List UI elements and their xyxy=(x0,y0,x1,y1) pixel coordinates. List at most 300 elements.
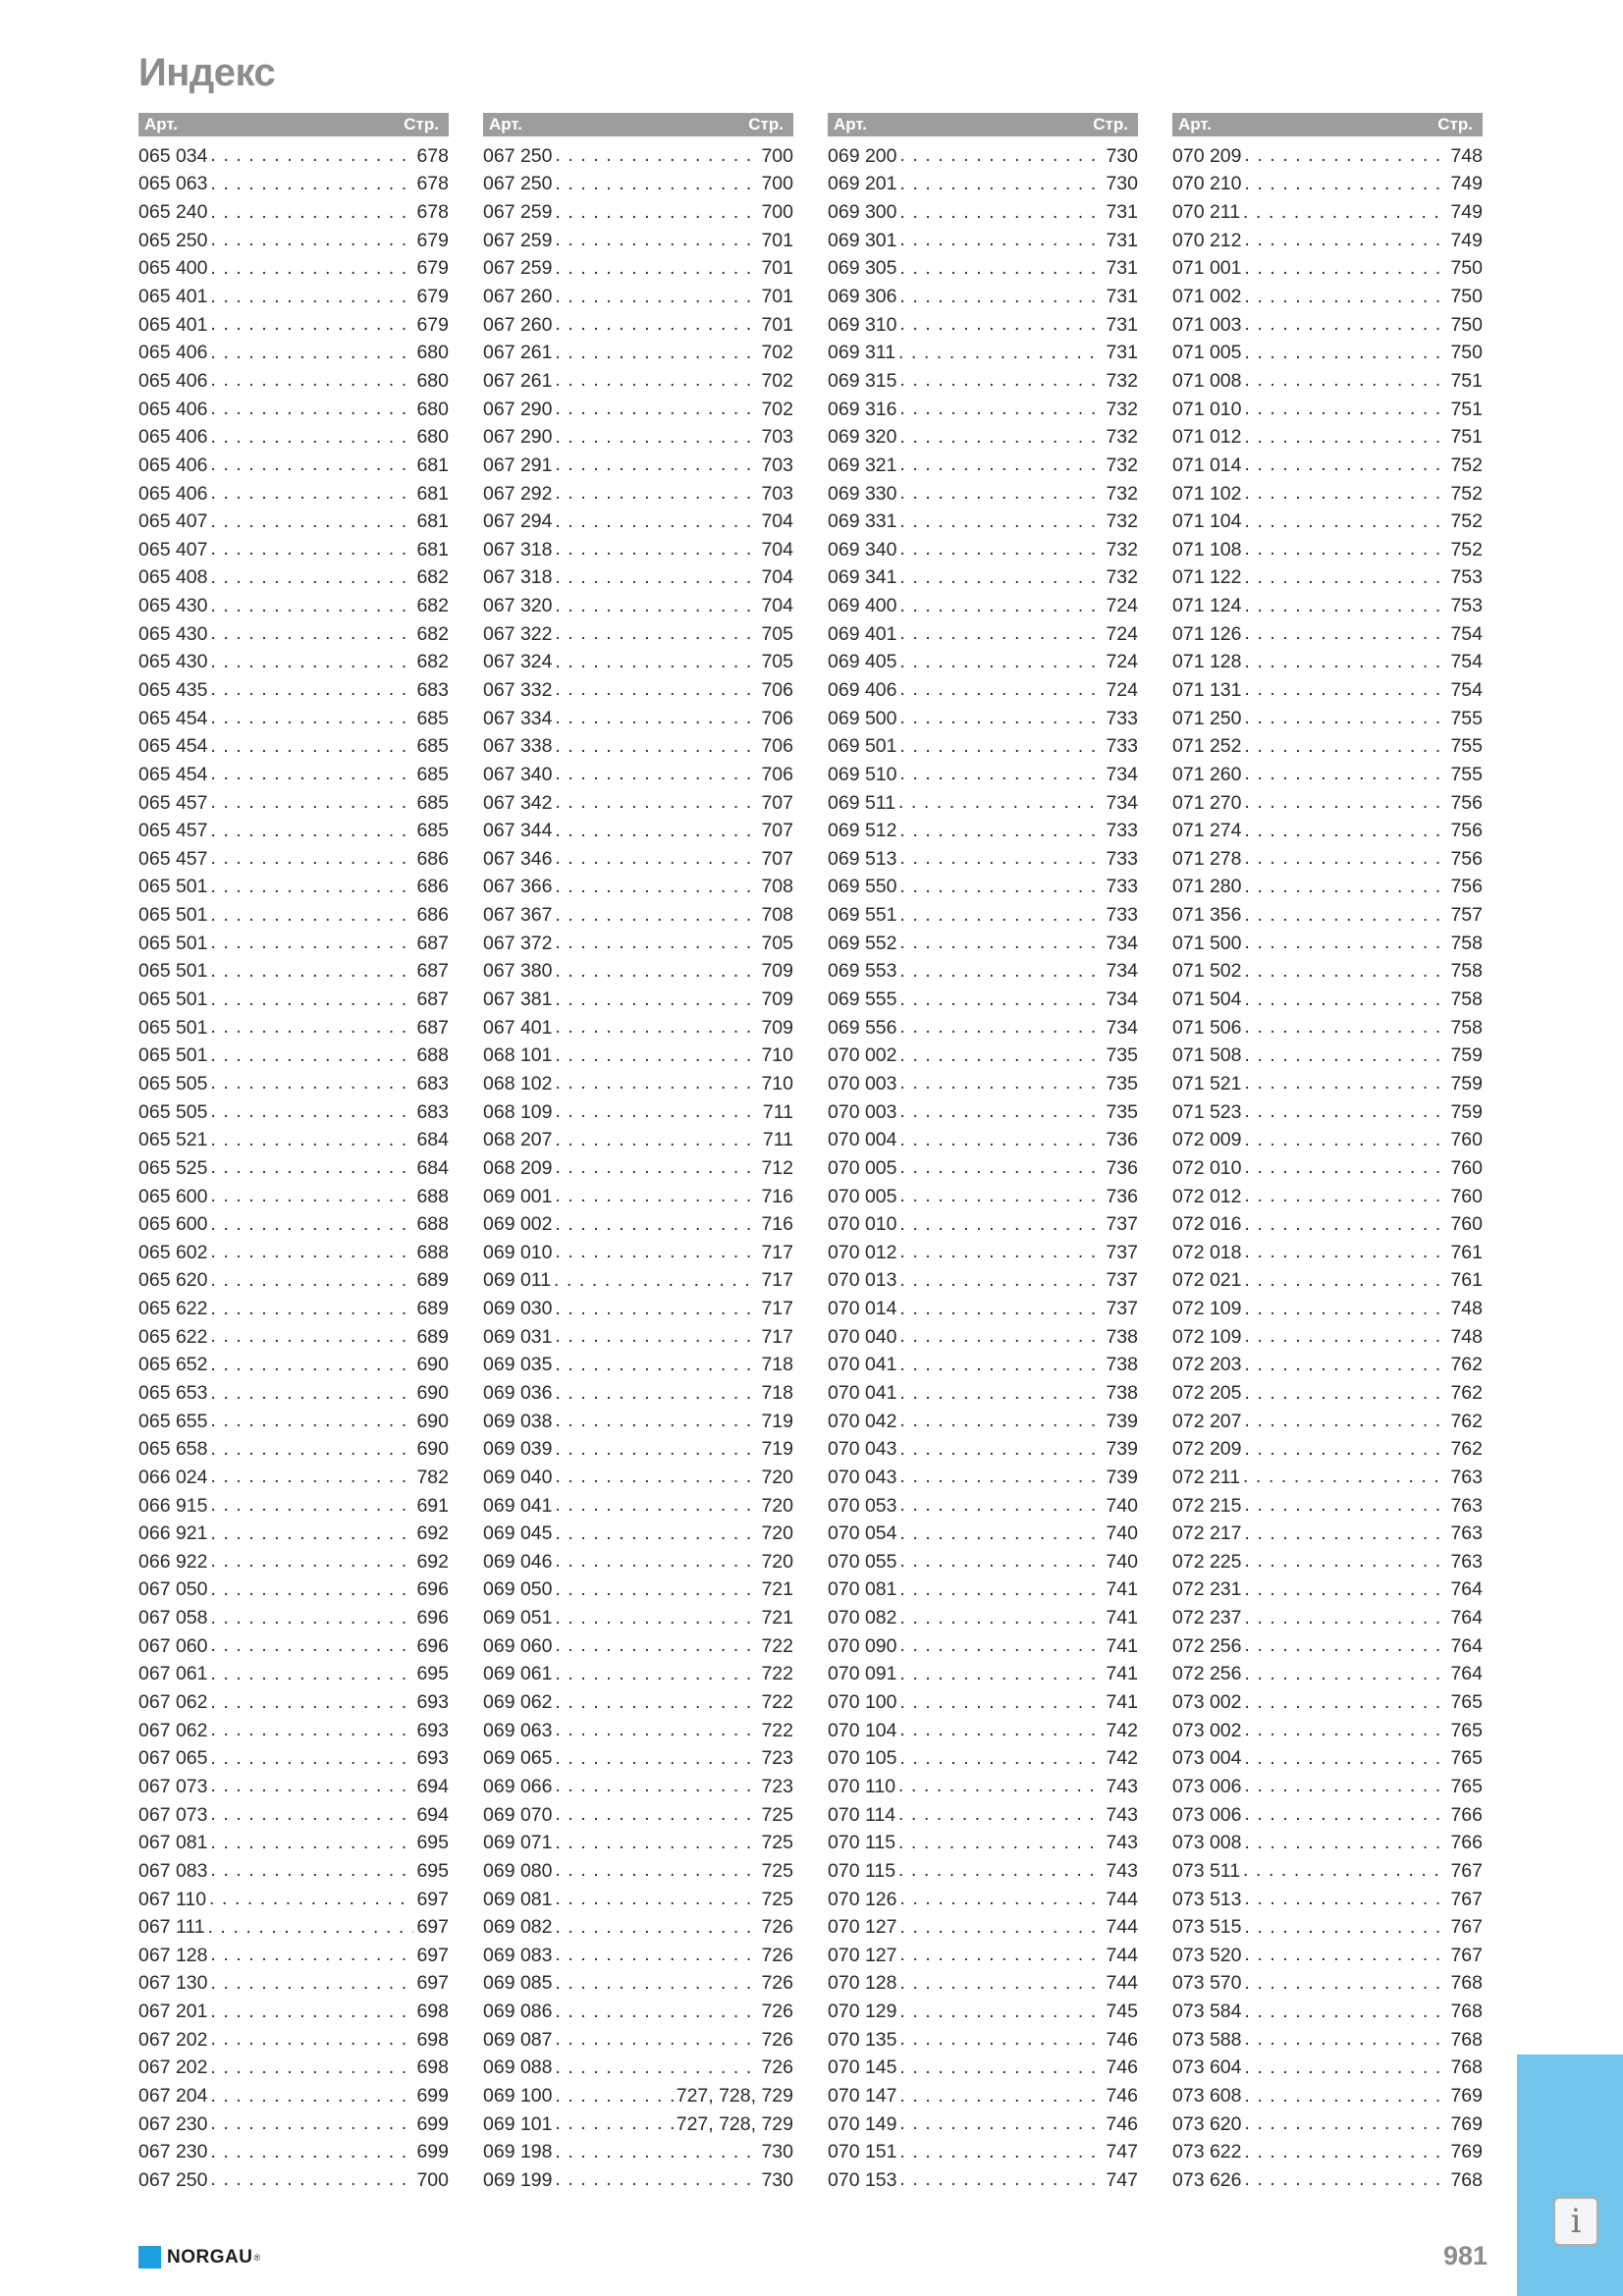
article-number: 067 201 xyxy=(138,2001,208,2023)
dot-leader xyxy=(1245,345,1448,362)
index-entry xyxy=(828,1801,1138,1830)
index-entry xyxy=(138,1267,449,1296)
article-number: 069 405 xyxy=(828,651,897,673)
page-reference: 735 xyxy=(1106,1072,1138,1095)
index-column-3 xyxy=(828,113,1138,2195)
index-entry xyxy=(828,1464,1138,1492)
index-entry xyxy=(1172,1070,1483,1098)
index-entries xyxy=(138,142,449,2195)
dot-leader xyxy=(900,2171,1104,2189)
page-reference: 717 xyxy=(761,1298,793,1320)
dot-leader xyxy=(1245,1328,1448,1346)
dot-leader xyxy=(900,625,1104,643)
page-reference: 756 xyxy=(1450,791,1483,814)
index-entry xyxy=(828,396,1138,424)
index-entry xyxy=(1172,1829,1483,1857)
dot-leader xyxy=(1245,372,1448,390)
index-entry xyxy=(483,1717,793,1745)
dot-leader xyxy=(1245,1637,1448,1655)
page-reference: 701 xyxy=(761,313,793,336)
article-number: 067 344 xyxy=(483,820,553,842)
index-entry xyxy=(483,1492,793,1521)
index-entry xyxy=(483,1210,793,1239)
index-entry xyxy=(138,396,449,424)
dot-leader xyxy=(556,204,759,222)
page-reference: 710 xyxy=(761,1044,793,1067)
page-reference: 758 xyxy=(1450,932,1483,954)
page-reference: 763 xyxy=(1450,1494,1483,1517)
page-reference: 731 xyxy=(1106,257,1138,280)
dot-leader xyxy=(1245,400,1448,418)
article-number: 069 050 xyxy=(483,1578,553,1601)
article-number: 073 604 xyxy=(1172,2056,1242,2079)
index-entry xyxy=(138,1239,449,1267)
article-number: 067 073 xyxy=(138,1803,208,1826)
dot-leader xyxy=(1245,1047,1448,1065)
index-entry xyxy=(1172,705,1483,733)
page-reference: 767 xyxy=(1450,1916,1483,1939)
index-entry xyxy=(483,1098,793,1127)
page-reference: 732 xyxy=(1106,510,1138,533)
index-entry xyxy=(483,2138,793,2166)
page-reference: 730 xyxy=(1106,173,1138,195)
page-reference: 761 xyxy=(1450,1241,1483,1263)
dot-leader xyxy=(556,991,759,1009)
article-number: 070 115 xyxy=(828,1832,896,1854)
article-number: 073 004 xyxy=(1172,1747,1242,1770)
index-entry xyxy=(138,1183,449,1211)
dot-leader xyxy=(556,1919,759,1937)
dot-leader xyxy=(1245,710,1448,727)
index-entry xyxy=(138,592,449,620)
article-number: 067 250 xyxy=(483,173,553,195)
index-entry xyxy=(1172,396,1483,424)
article-number: 065 501 xyxy=(138,1016,208,1039)
article-number: 067 065 xyxy=(138,1747,208,1770)
article-number: 069 511 xyxy=(828,791,896,814)
index-entry xyxy=(138,845,449,874)
page-reference: 747 xyxy=(1106,2141,1138,2163)
article-number: 072 225 xyxy=(1172,1550,1242,1573)
article-number: 069 330 xyxy=(828,482,897,505)
dot-leader xyxy=(898,345,1103,362)
page-header-label: Стр. xyxy=(404,115,439,133)
page-reference: 751 xyxy=(1450,426,1483,449)
page-reference: 718 xyxy=(761,1382,793,1404)
index-entry xyxy=(1172,1745,1483,1774)
index-entry xyxy=(138,1352,449,1380)
dot-leader xyxy=(1245,1694,1448,1712)
dot-leader xyxy=(211,625,414,643)
article-number: 069 400 xyxy=(828,595,897,617)
article-number: 069 045 xyxy=(483,1522,553,1545)
article-number: 067 058 xyxy=(138,1607,208,1629)
dot-leader xyxy=(556,1694,759,1712)
index-entry xyxy=(138,1464,449,1492)
page-title: Индекс xyxy=(138,51,276,94)
index-entry xyxy=(1172,845,1483,874)
dot-leader xyxy=(211,1103,414,1121)
index-entry xyxy=(1172,227,1483,255)
page-reference: 769 xyxy=(1450,2112,1483,2135)
article-number: 069 340 xyxy=(828,538,897,561)
index-entry xyxy=(138,367,449,396)
index-column-2 xyxy=(483,113,793,2195)
article-number: 070 003 xyxy=(828,1072,897,1095)
index-entry xyxy=(1172,536,1483,564)
index-entry xyxy=(483,789,793,818)
index-entry xyxy=(828,2026,1138,2055)
dot-leader xyxy=(900,485,1104,503)
page-reference: 697 xyxy=(416,1888,449,1910)
dot-leader xyxy=(211,1188,414,1205)
page-reference: 690 xyxy=(416,1382,449,1404)
page-reference: 730 xyxy=(1106,144,1138,167)
index-entry xyxy=(483,1295,793,1323)
dot-leader xyxy=(900,823,1104,840)
index-entry xyxy=(138,732,449,761)
index-entry xyxy=(483,676,793,705)
page-reference: 733 xyxy=(1106,820,1138,842)
page-reference: 720 xyxy=(761,1494,793,1517)
page-reference: 748 xyxy=(1450,1325,1483,1348)
column-header xyxy=(483,113,793,136)
index-entry xyxy=(828,986,1138,1014)
index-entry xyxy=(828,1408,1138,1436)
article-number: 069 040 xyxy=(483,1466,553,1488)
index-entry xyxy=(1172,958,1483,987)
page-reference: 744 xyxy=(1106,1916,1138,1939)
article-number: 067 342 xyxy=(483,791,553,814)
dot-leader xyxy=(900,1666,1104,1683)
article-number: 073 006 xyxy=(1172,1803,1242,1826)
dot-leader xyxy=(211,372,414,390)
dot-leader xyxy=(211,654,414,671)
article-number: 067 334 xyxy=(483,707,553,729)
article-number: 065 600 xyxy=(138,1185,208,1207)
article-number: 065 430 xyxy=(138,651,208,673)
index-entry xyxy=(1172,1014,1483,1042)
article-number: 069 001 xyxy=(483,1185,553,1207)
page-reference: 743 xyxy=(1106,1803,1138,1826)
index-entry xyxy=(483,255,793,284)
index-entry xyxy=(828,2138,1138,2166)
page-reference: 740 xyxy=(1106,1550,1138,1573)
dot-leader xyxy=(211,879,414,896)
index-entry xyxy=(483,1435,793,1464)
article-number: 067 260 xyxy=(483,313,553,336)
article-number: 072 010 xyxy=(1172,1156,1242,1179)
article-number: 069 306 xyxy=(828,286,897,308)
page-reference: 741 xyxy=(1106,1607,1138,1629)
article-number: 071 502 xyxy=(1172,960,1242,983)
dot-leader xyxy=(1245,934,1448,952)
article-number: 069 200 xyxy=(828,144,897,167)
page-reference: 725 xyxy=(761,1859,793,1882)
index-entries xyxy=(1172,142,1483,2195)
page-reference: 696 xyxy=(416,1634,449,1657)
page-reference: 763 xyxy=(1450,1466,1483,1488)
index-entry xyxy=(483,1801,793,1830)
page-reference: 699 xyxy=(416,2112,449,2135)
page-reference: 765 xyxy=(1450,1747,1483,1770)
page-reference: 741 xyxy=(1106,1691,1138,1714)
page-reference: 726 xyxy=(761,1944,793,1966)
page-reference: 704 xyxy=(761,595,793,617)
page-reference: 679 xyxy=(416,229,449,251)
index-entry xyxy=(828,2082,1138,2110)
page-reference: 731 xyxy=(1106,201,1138,224)
page-reference: 731 xyxy=(1106,342,1138,364)
dot-leader xyxy=(898,1862,1103,1880)
index-entry xyxy=(483,564,793,593)
article-number: 070 127 xyxy=(828,1916,897,1939)
article-number: 072 012 xyxy=(1172,1185,1242,1207)
dot-leader xyxy=(211,569,414,587)
article-number: 067 380 xyxy=(483,960,553,983)
index-entry xyxy=(483,1183,793,1211)
dot-leader xyxy=(556,485,759,503)
article-number: 070 209 xyxy=(1172,144,1242,167)
info-icon[interactable]: i xyxy=(1553,2197,1598,2246)
article-number: 070 082 xyxy=(828,1607,897,1629)
article-number: 069 010 xyxy=(483,1241,553,1263)
article-number: 073 620 xyxy=(1172,2112,1242,2135)
dot-leader xyxy=(900,850,1104,868)
index-entry xyxy=(483,480,793,508)
index-entry xyxy=(1172,198,1483,227)
index-entry xyxy=(138,986,449,1014)
index-entry xyxy=(1172,1970,1483,1999)
index-entry xyxy=(138,423,449,452)
article-number: 066 922 xyxy=(138,1550,208,1573)
dot-leader xyxy=(1245,598,1448,615)
article-number: 069 071 xyxy=(483,1832,553,1854)
page-reference: 687 xyxy=(416,960,449,983)
article-number: 072 018 xyxy=(1172,1241,1242,1263)
page-reference: 724 xyxy=(1106,622,1138,645)
page-reference: 727, 728, 729 xyxy=(676,2112,793,2135)
article-number: 067 050 xyxy=(138,1578,208,1601)
dot-leader xyxy=(211,2144,414,2162)
dot-leader xyxy=(1245,1216,1448,1234)
article-number: 069 305 xyxy=(828,257,897,280)
dot-leader xyxy=(898,1835,1103,1852)
article-number: 071 108 xyxy=(1172,538,1242,561)
page-reference: 753 xyxy=(1450,566,1483,589)
dot-leader xyxy=(211,1441,414,1459)
dot-leader xyxy=(211,1694,414,1712)
dot-leader xyxy=(1245,907,1448,925)
page-reference: 686 xyxy=(416,847,449,870)
article-number: 067 230 xyxy=(138,2112,208,2135)
index-entry xyxy=(1172,649,1483,677)
article-number: 071 126 xyxy=(1172,622,1242,645)
index-entry xyxy=(483,2110,793,2139)
page-reference: 734 xyxy=(1106,791,1138,814)
article-number: 071 124 xyxy=(1172,595,1242,617)
article-number: 067 230 xyxy=(138,2141,208,2163)
page-reference: 740 xyxy=(1106,1494,1138,1517)
index-entry xyxy=(138,676,449,705)
article-number: 070 042 xyxy=(828,1410,897,1432)
dot-leader xyxy=(556,1188,759,1205)
index-entry xyxy=(828,536,1138,564)
dot-leader xyxy=(211,2171,414,2189)
index-entry xyxy=(1172,142,1483,171)
page-reference: 760 xyxy=(1450,1129,1483,1151)
index-entry xyxy=(138,1576,449,1605)
dot-leader xyxy=(900,232,1104,249)
page-reference: 741 xyxy=(1106,1578,1138,1601)
article-number: 067 320 xyxy=(483,595,553,617)
article-number: 070 041 xyxy=(828,1354,897,1376)
page-reference: 752 xyxy=(1450,510,1483,533)
index-entry xyxy=(828,1492,1138,1521)
article-number: 070 053 xyxy=(828,1494,897,1517)
dot-leader xyxy=(1245,2031,1448,2049)
page-reference: 762 xyxy=(1450,1354,1483,1376)
index-entry xyxy=(828,367,1138,396)
page-reference: 745 xyxy=(1106,2001,1138,2023)
page-reference: 709 xyxy=(761,960,793,983)
dot-leader xyxy=(900,2088,1104,2106)
index-entry xyxy=(1172,1604,1483,1632)
page-reference: 764 xyxy=(1450,1634,1483,1657)
article-number: 069 551 xyxy=(828,904,897,927)
dot-leader xyxy=(211,907,414,925)
page-reference: 703 xyxy=(761,426,793,449)
article-number: 065 401 xyxy=(138,286,208,308)
article-number: 071 274 xyxy=(1172,820,1242,842)
dot-leader xyxy=(556,1159,759,1177)
page-reference: 767 xyxy=(1450,1944,1483,1966)
index-entry xyxy=(828,311,1138,340)
index-entry xyxy=(483,1323,793,1352)
page-reference: 721 xyxy=(761,1578,793,1601)
page-reference: 726 xyxy=(761,2001,793,2023)
dot-leader xyxy=(900,1328,1104,1346)
dot-leader xyxy=(900,316,1104,334)
index-entry xyxy=(1172,2138,1483,2166)
dot-leader xyxy=(208,1919,414,1937)
article-number: 069 031 xyxy=(483,1325,553,1348)
dot-leader xyxy=(211,513,414,531)
dot-leader xyxy=(900,1637,1104,1655)
index-entry xyxy=(828,1942,1138,1970)
article-number: 073 588 xyxy=(1172,2028,1242,2051)
dot-leader xyxy=(1245,1919,1448,1937)
page-reference: 737 xyxy=(1106,1269,1138,1292)
article-number: 065 457 xyxy=(138,847,208,870)
page-reference: 711 xyxy=(762,1100,793,1123)
index-entry xyxy=(828,1773,1138,1801)
page-reference: 704 xyxy=(761,538,793,561)
dot-leader xyxy=(1245,794,1448,812)
index-entry xyxy=(828,1688,1138,1717)
dot-leader xyxy=(900,1019,1104,1037)
article-number: 065 457 xyxy=(138,820,208,842)
index-entry xyxy=(828,452,1138,480)
dot-leader xyxy=(1245,1497,1448,1515)
dot-leader xyxy=(211,1610,414,1628)
dot-leader xyxy=(556,1637,759,1655)
dot-leader xyxy=(1245,963,1448,981)
index-entry xyxy=(828,901,1138,930)
page-reference: 743 xyxy=(1106,1775,1138,1797)
dot-leader xyxy=(556,372,759,390)
article-number: 069 198 xyxy=(483,2141,553,2163)
page-reference: 748 xyxy=(1450,144,1483,167)
dot-leader xyxy=(556,1075,759,1093)
dot-leader xyxy=(900,654,1104,671)
index-entry xyxy=(483,1970,793,1999)
logo-square xyxy=(138,2246,161,2269)
article-number: 069 401 xyxy=(828,622,897,645)
article-number: 070 013 xyxy=(828,1269,897,1292)
page-reference: 761 xyxy=(1450,1269,1483,1292)
index-entry xyxy=(138,1801,449,1830)
page-reference: 721 xyxy=(761,1607,793,1629)
index-entry xyxy=(828,2166,1138,2195)
article-number: 071 278 xyxy=(1172,847,1242,870)
page-reference: 762 xyxy=(1450,1410,1483,1432)
page-reference: 756 xyxy=(1450,820,1483,842)
dot-leader xyxy=(1245,485,1448,503)
index-entry xyxy=(483,1267,793,1296)
page-reference: 719 xyxy=(761,1410,793,1432)
column-header xyxy=(1172,113,1483,136)
dot-leader xyxy=(900,1385,1104,1403)
index-entry xyxy=(828,564,1138,593)
index-entry xyxy=(1172,1435,1483,1464)
dot-leader xyxy=(900,766,1104,783)
index-entry xyxy=(483,649,793,677)
article-number: 067 250 xyxy=(138,2168,208,2191)
index-entry xyxy=(828,1970,1138,1999)
index-entry xyxy=(1172,1548,1483,1576)
article-number: 065 501 xyxy=(138,876,208,898)
art-header-label: Арт. xyxy=(834,115,867,133)
article-number: 065 525 xyxy=(138,1156,208,1179)
article-number: 065 435 xyxy=(138,678,208,701)
page-reference: 731 xyxy=(1106,229,1138,251)
page-reference: 759 xyxy=(1450,1044,1483,1067)
page-reference: 708 xyxy=(761,904,793,927)
page-reference: 757 xyxy=(1450,904,1483,927)
dot-leader xyxy=(211,1975,414,1993)
dot-leader xyxy=(211,289,414,306)
article-number: 070 211 xyxy=(1172,201,1241,224)
article-number: 072 215 xyxy=(1172,1494,1242,1517)
article-number: 070 151 xyxy=(828,2141,897,2163)
dot-leader xyxy=(900,2059,1104,2077)
index-entry xyxy=(1172,761,1483,789)
dot-leader xyxy=(211,1750,414,1768)
dot-leader xyxy=(556,681,759,699)
index-entry xyxy=(828,1998,1138,2026)
dot-leader xyxy=(1245,625,1448,643)
article-number: 070 127 xyxy=(828,1944,897,1966)
page-reference: 746 xyxy=(1106,2085,1138,2108)
page-reference: 719 xyxy=(761,1438,793,1461)
dot-leader xyxy=(556,1862,759,1880)
page-reference: 734 xyxy=(1106,763,1138,785)
page-reference: 683 xyxy=(416,1100,449,1123)
article-number: 073 622 xyxy=(1172,2141,1242,2163)
index-entry xyxy=(138,1492,449,1521)
article-number: 067 204 xyxy=(138,2085,208,2108)
